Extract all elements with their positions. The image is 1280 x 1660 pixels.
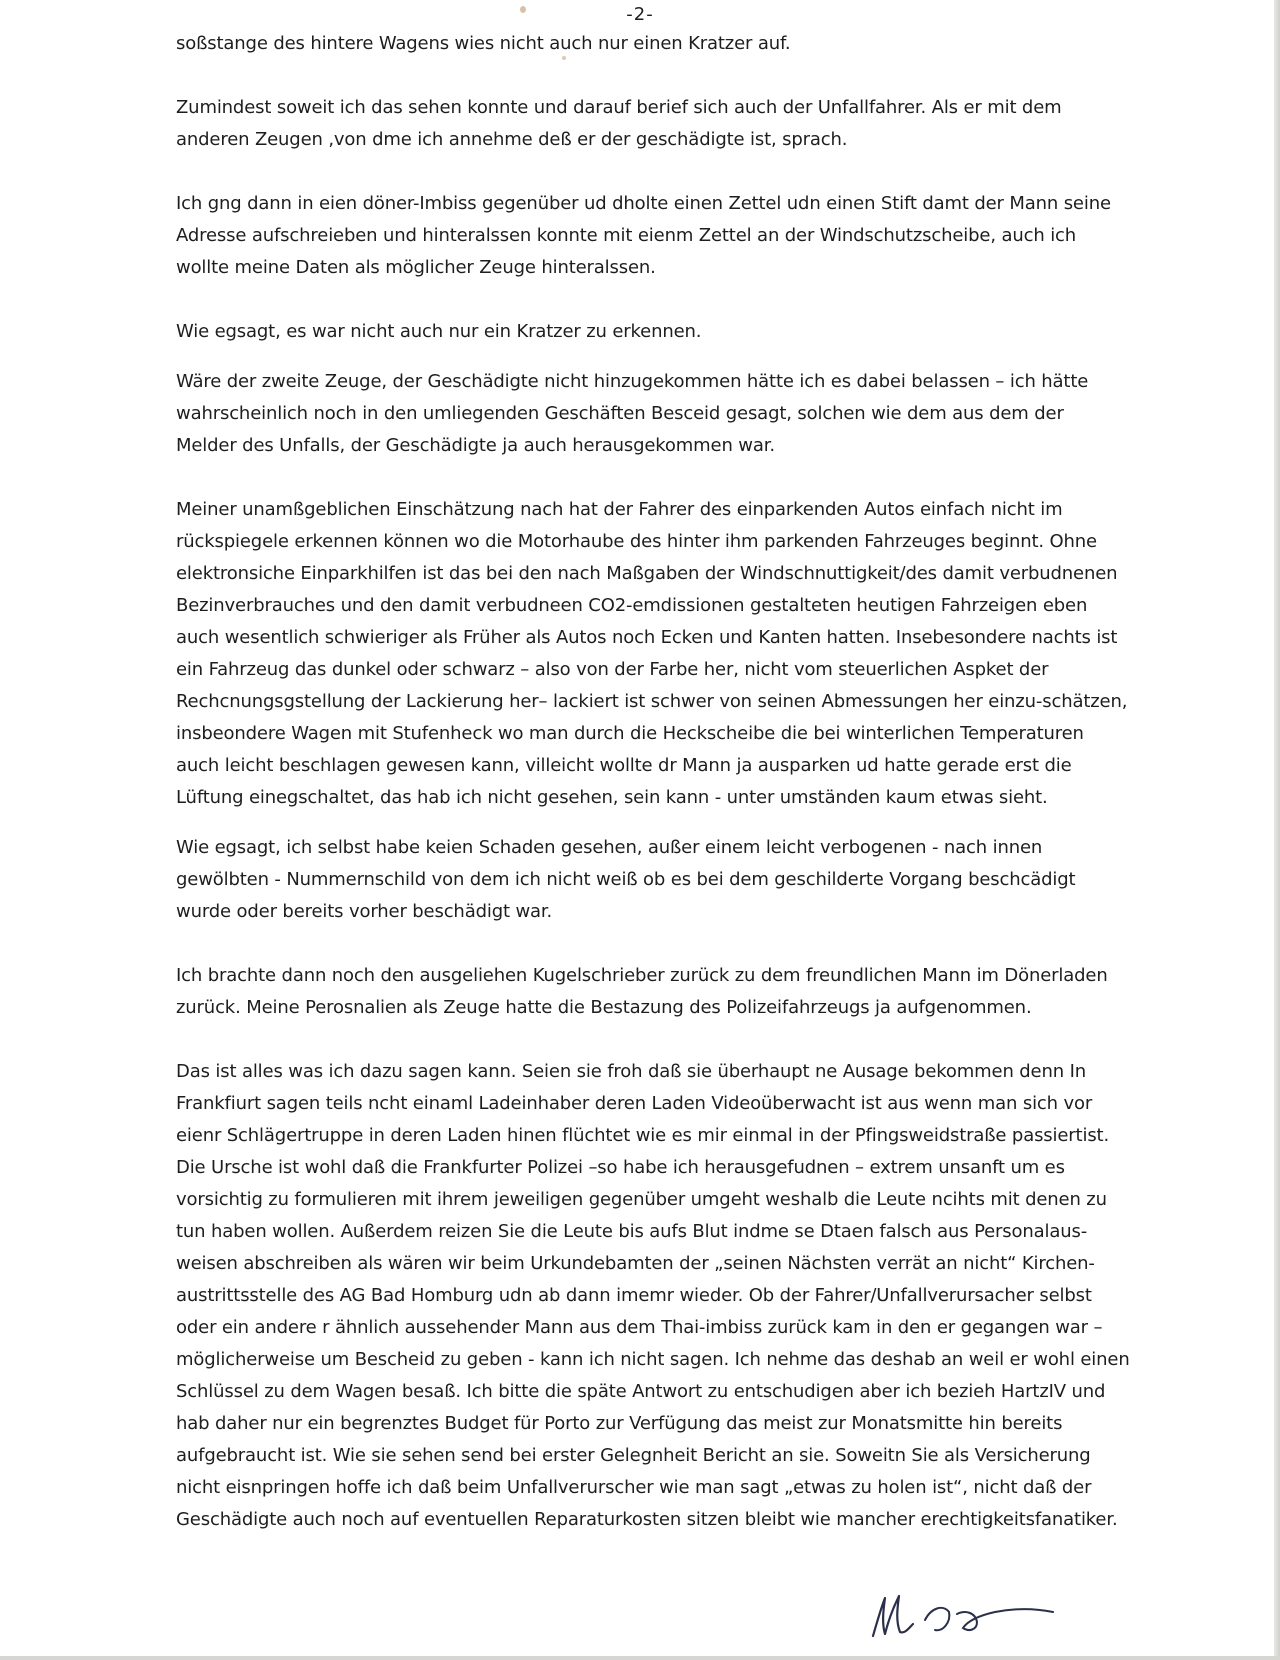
text-line: auch wesentlich schwieriger als Früher als Autos noch Ecken und Kanten hatten. Insebesondere nachts ist — [176, 627, 1118, 648]
text-line: elektronsiche Einparkhilfen ist das bei den nach Maßgaben der Windschnuttigkeit/des damit verbudnenen — [176, 563, 1118, 584]
signature-icon — [865, 1578, 1065, 1648]
text-line: eienr Schlägertruppe in deren Laden hinen flüchtet wie es mir einmal in der Pfingsweidstraße passiertist. — [176, 1125, 1110, 1146]
text-line: weisen abschreiben als wären wir beim Urkundebamten der „seinen Nächsten verrät an nicht“ Kirchen- — [176, 1253, 1095, 1274]
text-line: rückspiegele erkennen können wo die Motorhaube des hinter ihm parkenden Fahrzeuges beginnt. Ohne — [176, 531, 1097, 552]
scan-edge — [0, 1656, 1280, 1660]
paragraph-gap — [176, 348, 1186, 366]
paragraph-gap — [176, 60, 1186, 92]
text-line: Meiner unamßgeblichen Einschätzung nach hat der Fahrer des einparkenden Autos einfach nicht im — [176, 499, 1063, 520]
text-line: Geschädigte auch noch auf eventuellen Reparaturkosten sitzen bleibt wie mancher erechtigkeitsfanatiker. — [176, 1509, 1118, 1530]
text-line: ein Fahrzeug das dunkel oder schwarz – also von der Farbe her, nicht vom steuerlichen Aspket der — [176, 659, 1049, 680]
text-line: tun haben wollen. Außerdem reizen Sie die Leute bis aufs Blut indme se Dtaen falsch aus Personalaus- — [176, 1221, 1088, 1242]
paragraph-gap — [176, 156, 1186, 188]
text-line: Ich brachte dann noch den ausgeliehen Kugelschrieber zurück zu dem freundlichen Mann im Dönerladen — [176, 965, 1108, 986]
page-number: -2- — [626, 4, 654, 25]
text-line: Schlüssel zu dem Wagen besaß. Ich bitte die späte Antwort zu entschudigen aber ich bezieh HartzIV und — [176, 1381, 1106, 1402]
text-line: aufgebraucht ist. Wie sie sehen send bei erster Gelegnheit Bericht an sie. Soweitn Sie als Versicherung — [176, 1445, 1091, 1466]
paragraph-gap — [176, 814, 1186, 832]
scan-speck — [520, 6, 526, 13]
paragraph — [176, 188, 1186, 284]
scan-edge — [1274, 0, 1280, 1660]
letter-body — [176, 28, 1186, 1536]
text-line: Bezinverbrauches und den damit verbudneen CO2-emdissionen gestalteten heutigen Fahrzeigen eben — [176, 595, 1088, 616]
text-line: auch leicht beschlagen gewesen kann, villeicht wollte dr Mann ja ausparken ud hatte gerade erst die — [176, 755, 1072, 776]
text-line: hab daher nur ein begrenztes Budget für Porto zur Verfügung das meist zur Monatsmitte hin bereits — [176, 1413, 1063, 1434]
paragraph — [176, 316, 1186, 348]
text-line: Rechcnungsgstellung der Lackierung her– lackiert ist schwer von seinen Abmessungen her einzu-schätzen, — [176, 691, 1128, 712]
text-line: soßstange des hintere Wagens wies nicht auch nur einen Kratzer auf. — [176, 33, 791, 54]
text-line: Ich gng dann in eien döner-Imbiss gegenüber ud dholte einen Zettel udn einen Stift damt der Mann seine — [176, 193, 1111, 214]
text-line: wollte meine Daten als möglicher Zeuge hinteralssen. — [176, 257, 656, 278]
text-line: Wäre der zweite Zeuge, der Geschädigte nicht hinzugekommen hätte ich es dabei belassen – ich hätte — [176, 371, 1089, 392]
text-line: Lüftung einegschaltet, das hab ich nicht gesehen, sein kann - unter umständen kaum etwas sieht. — [176, 787, 1048, 808]
text-line: möglicherweise um Bescheid zu geben - kann ich nicht sagen. Ich nehme das deshab an weil er wohl einen — [176, 1349, 1130, 1370]
text-line: Das ist alles was ich dazu sagen kann. Seien sie froh daß sie überhaupt ne Ausage bekommen denn In — [176, 1061, 1086, 1082]
paragraph — [176, 28, 1186, 60]
text-line: wahrscheinlich noch in den umliegenden Geschäften Besceid gesagt, solchen wie dem aus dem der — [176, 403, 1064, 424]
text-line: oder ein andere r ähnlich aussehender Mann aus dem Thai-imbiss zurück kam in den er gegangen war – — [176, 1317, 1103, 1338]
text-line: anderen Zeugen ,von dme ich annehme deß er der geschädigte ist, sprach. — [176, 129, 848, 150]
text-line: Adresse aufschreieben und hinteralssen konnte mit eienm Zettel an der Windschutzscheibe, auch ich — [176, 225, 1077, 246]
text-line: Melder des Unfalls, der Geschädigte ja auch herausgekommen war. — [176, 435, 775, 456]
paragraph — [176, 494, 1186, 814]
text-line: Wie egsagt, es war nicht auch nur ein Kratzer zu erkennen. — [176, 321, 702, 342]
text-line: Wie egsagt, ich selbst habe keien Schaden gesehen, außer einem leicht verbogenen - nach innen — [176, 837, 1043, 858]
text-line: Die Ursche ist wohl daß die Frankfurter Polizei –so habe ich herausgefudnen – extrem unsanft um es — [176, 1157, 1065, 1178]
text-line: Frankfiurt sagen teils ncht einaml Ladeinhaber deren Laden Videoüberwacht ist aus wenn man sich vor — [176, 1093, 1093, 1114]
paragraph — [176, 92, 1186, 156]
text-line: austrittsstelle des AG Bad Homburg udn ab dann imemr wieder. Ob der Fahrer/Unfallverursacher selbst — [176, 1285, 1092, 1306]
text-line: zurück. Meine Perosnalien als Zeuge hatte die Bestazung des Polizeifahrzeugs ja aufgenommen. — [176, 997, 1032, 1018]
paragraph — [176, 1056, 1186, 1536]
paragraph-gap — [176, 928, 1186, 960]
text-line: insbeondere Wagen mit Stufenheck wo man durch die Heckscheibe die bei winterlichen Temperaturen — [176, 723, 1084, 744]
text-line: Zumindest soweit ich das sehen konnte und darauf berief sich auch der Unfallfahrer. Als er mit dem — [176, 97, 1062, 118]
text-line: wurde oder bereits vorher beschädigt war. — [176, 901, 553, 922]
paragraph-gap — [176, 1024, 1186, 1056]
text-line: gewölbten - Nummernschild von dem ich nicht weiß ob es bei dem geschilderte Vorgang beschcädigt — [176, 869, 1076, 890]
paragraph — [176, 960, 1186, 1024]
text-line: nicht eisnpringen hoffe ich daß beim Unfallverurscher wie man sagt „etwas zu holen ist“, nicht daß der — [176, 1477, 1092, 1498]
paragraph-gap — [176, 284, 1186, 316]
paragraph — [176, 366, 1186, 462]
paragraph-gap — [176, 462, 1186, 494]
paragraph — [176, 832, 1186, 928]
text-line: vorsichtig zu formulieren mit ihrem jeweiligen gegenüber umgeht weshalb die Leute ncihts mit denen zu — [176, 1189, 1107, 1210]
